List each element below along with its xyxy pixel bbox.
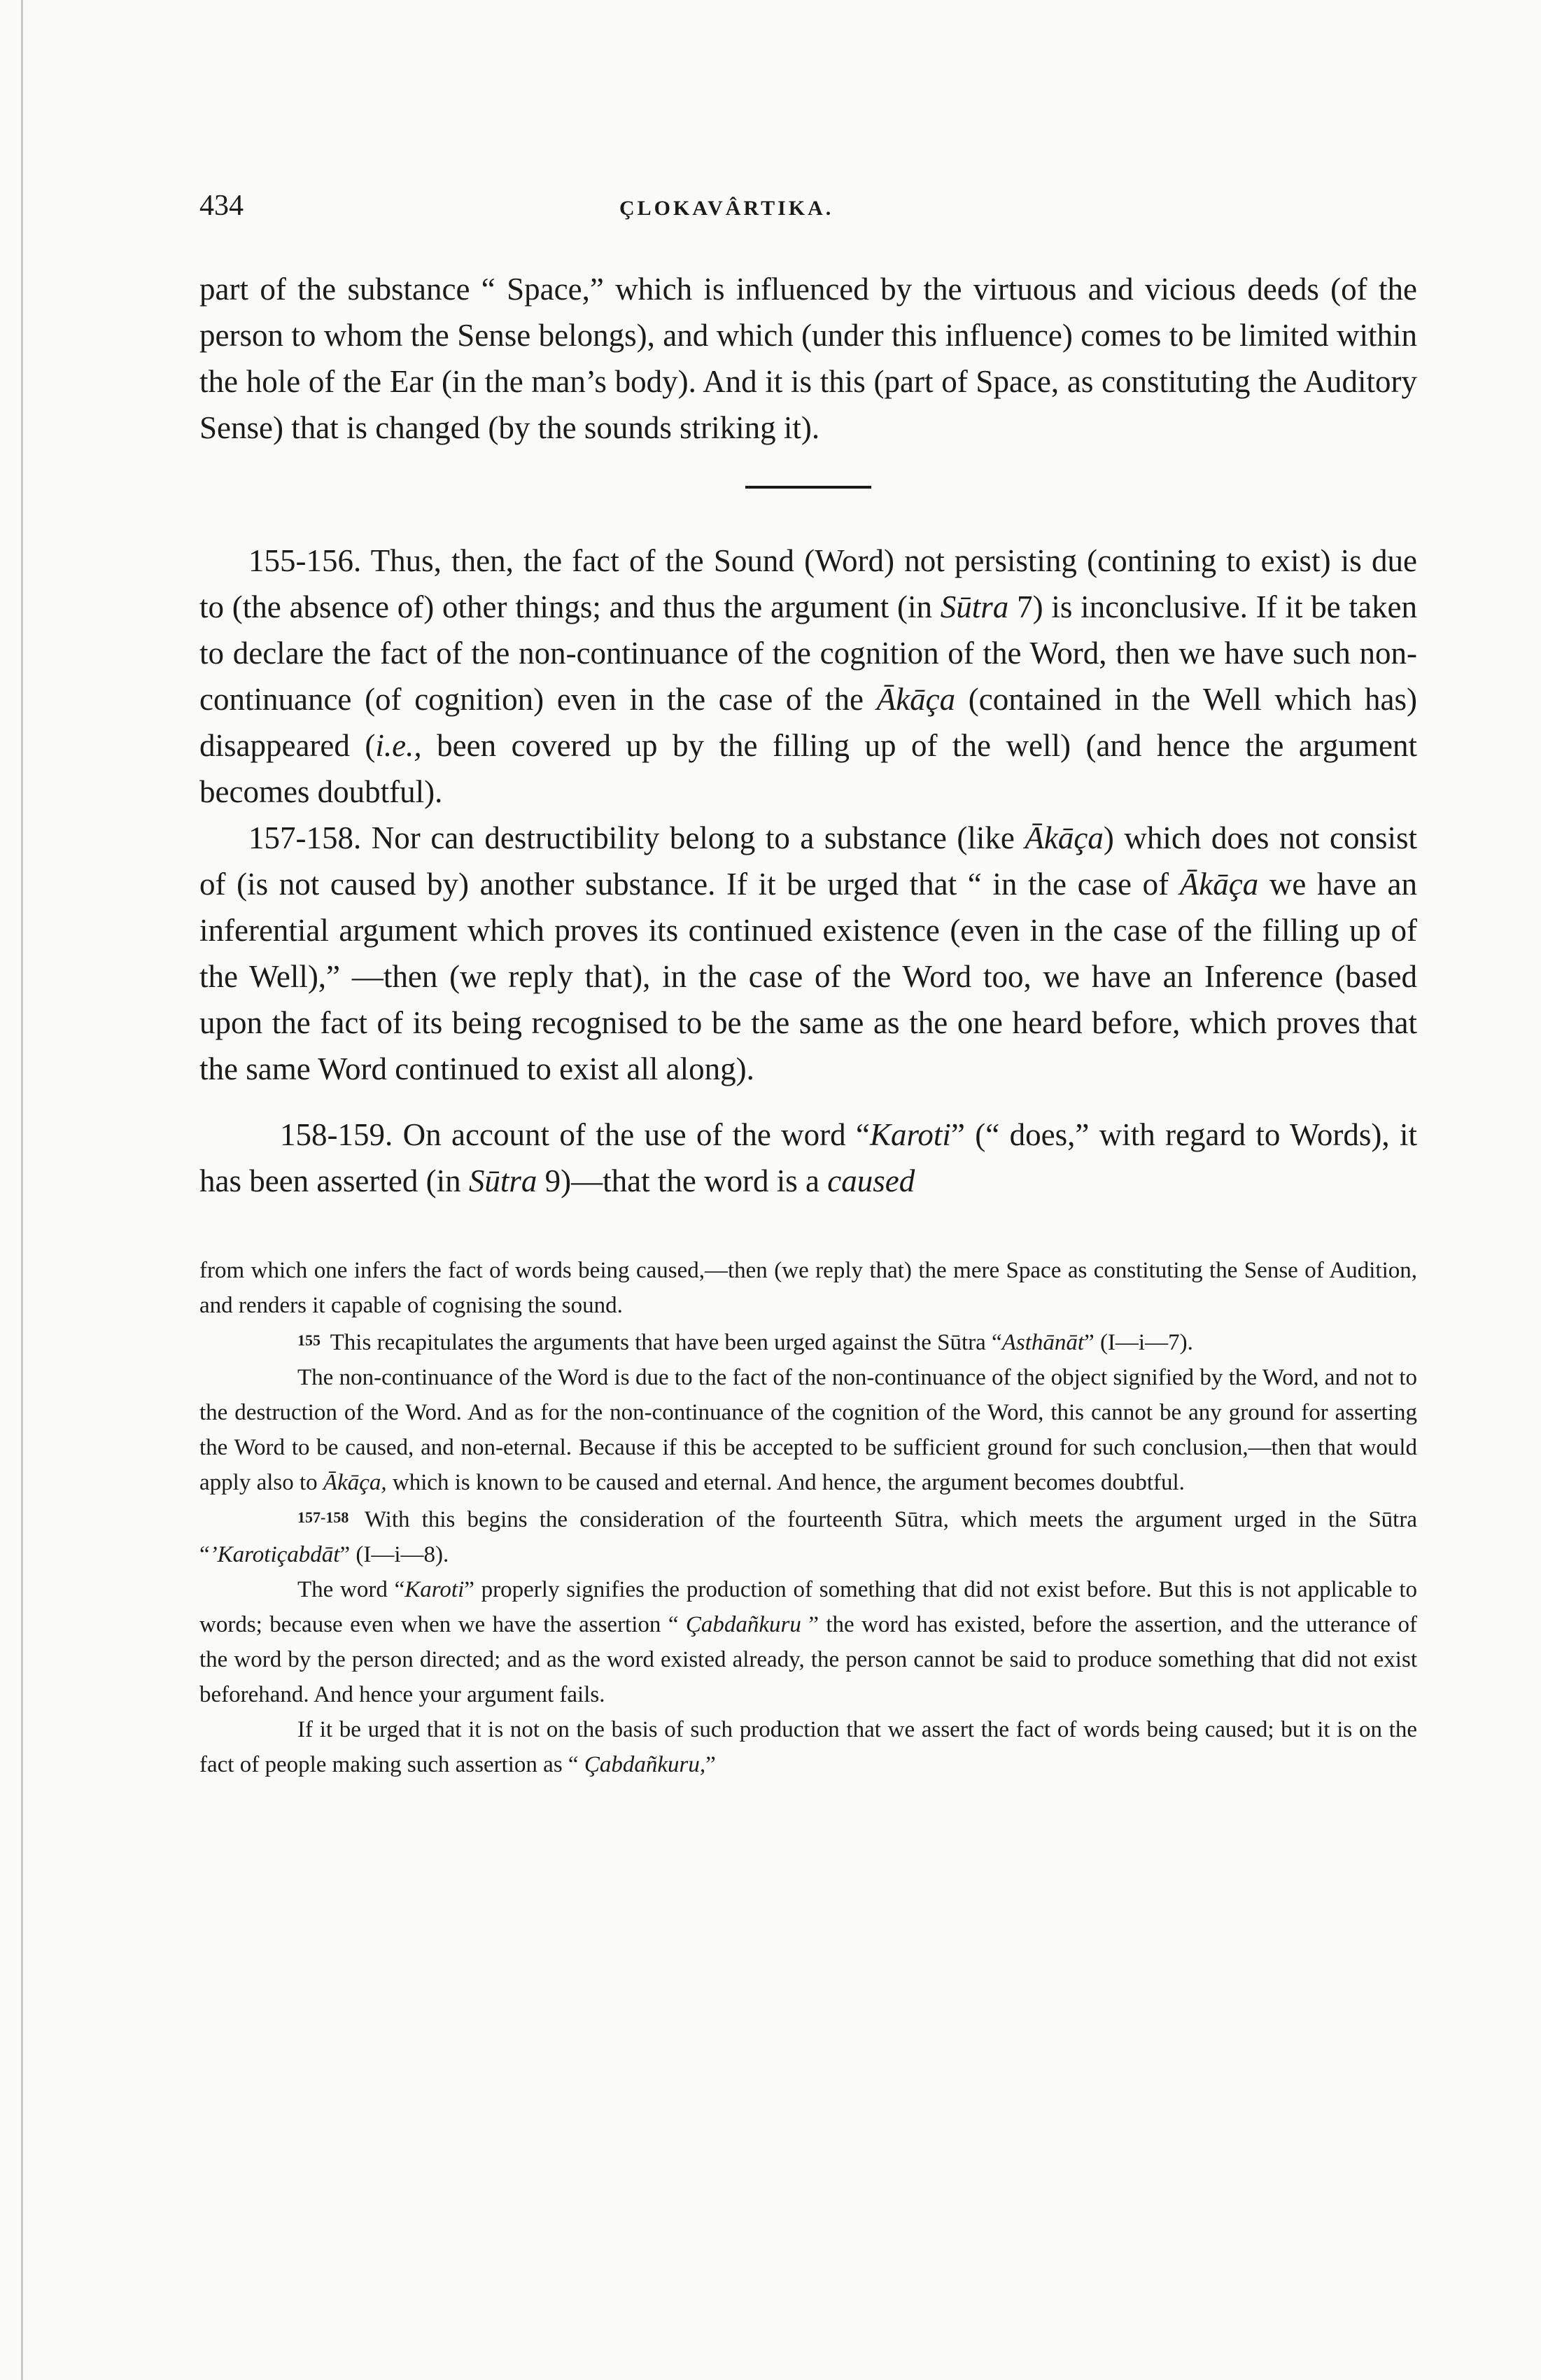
paragraph-155-156: 155-156. Thus, then, the fact of the Sound (Word) not persisting (contining to exist) is due to (the absence of) other things; and thus the argument (in Sūtra 7) is inconclusive. If it be taken to declare the fact of the non-continuance of the cognition of the Word, then we have such non-continuance (of cognition) even in the case of the Ākāça (contained in the Well which has) disappeared (i.e., been covered up by the filling up of the well) (and hence the argument becomes doubtful).: [199, 543, 1417, 809]
footnote-mark: 155: [297, 1331, 321, 1349]
paragraph-157-158: 157-158. Nor can destructibility belong to a substance (like Ākāça) which does not consist of (is not caused by) another substance. If it be urged that “ in the case of Ākāça we have an inferential argument which proves its continued existence (even in the case of the filling up of the Well),” —then (we reply that), in the case of the Word too, we have an Inference (based upon the fact of its being recognised to be the same as the one heard before, which proves that the same Word continued to exist all along).: [199, 820, 1417, 1086]
verse-number: 155-156.: [248, 543, 362, 578]
page-header: [199, 189, 1417, 231]
footnotes: [199, 1253, 1417, 1782]
footnote-157-158-final: If it be urged that it is not on the basis of such production that we assert the fact of words being caused; but it is on the fact of people making such assertion as “ Çabdañkuru,”: [199, 1717, 1417, 1777]
footnote-157-158-continued: The word “Karoti” properly signifies the production of something that did not exist before. But this is not applicable to words; because even when we have the assertion “ Çabdañkuru ” the word has existed, before the assertion, and the utterance of the word by the person directed; and as the word existed already, the person cannot be said to produce something that did not exist beforehand. And hence your argument fails.: [199, 1577, 1417, 1707]
footnote-continuation: from which one infers the fact of words being caused,—then (we reply that) the mere Space as constituting the Sense of Audition, and renders it capable of cognising the sound.: [199, 1258, 1417, 1318]
verse-number: 157-158.: [248, 820, 362, 855]
page-edge-rule: [21, 0, 23, 2380]
footnote-155: 155 This recapitulates the arguments that have been urged against the Sūtra “Asthānāt” (I—i—7).: [297, 1330, 1193, 1355]
running-title: ÇLOKAVÂRTIKA.: [619, 197, 834, 220]
footnote-mark: 157-158: [297, 1508, 349, 1526]
paragraph-158-159: 158-159. On account of the use of the word “Karoti” (“ does,” with regard to Words), it has been asserted (in Sūtra 9)—that the word is a caused: [199, 1117, 1417, 1198]
paragraph-gap: [199, 1092, 1417, 1112]
section-separator: [745, 486, 871, 489]
main-text: [199, 266, 1417, 1204]
book-page: [199, 189, 1417, 1782]
verse-number: 158-159.: [280, 1117, 393, 1152]
page-number: 434: [199, 190, 244, 222]
intro-paragraph: part of the substance “ Space,” which is influenced by the virtuous and vicious deeds (of the person to whom the Sense belongs), and which (under this influence) comes to be limited within the hole of the Ear (in the man’s body). And it is this (part of Space, as constituting the Auditory Sense) that is changed (by the sounds striking it).: [199, 272, 1417, 445]
footnote-157-158: 157-158 With this begins the consideration of the fourteenth Sūtra, which meets the argument urged in the Sūtra “’Karotiçabdāt” (I—i—8).: [199, 1507, 1417, 1567]
footnote-155-continued: The non-continuance of the Word is due to the fact of the non-continuance of the object signified by the Word, and not to the destruction of the Word. And as for the non-continuance of the cognition of the Word, this cannot be any ground for asserting the Word to be caused, and non-eternal. Because if this be accepted to be sufficient ground for such conclusion,—then that would apply also to Ākāça, which is known to be caused and eternal. And hence, the argument becomes doubtful.: [199, 1365, 1417, 1495]
